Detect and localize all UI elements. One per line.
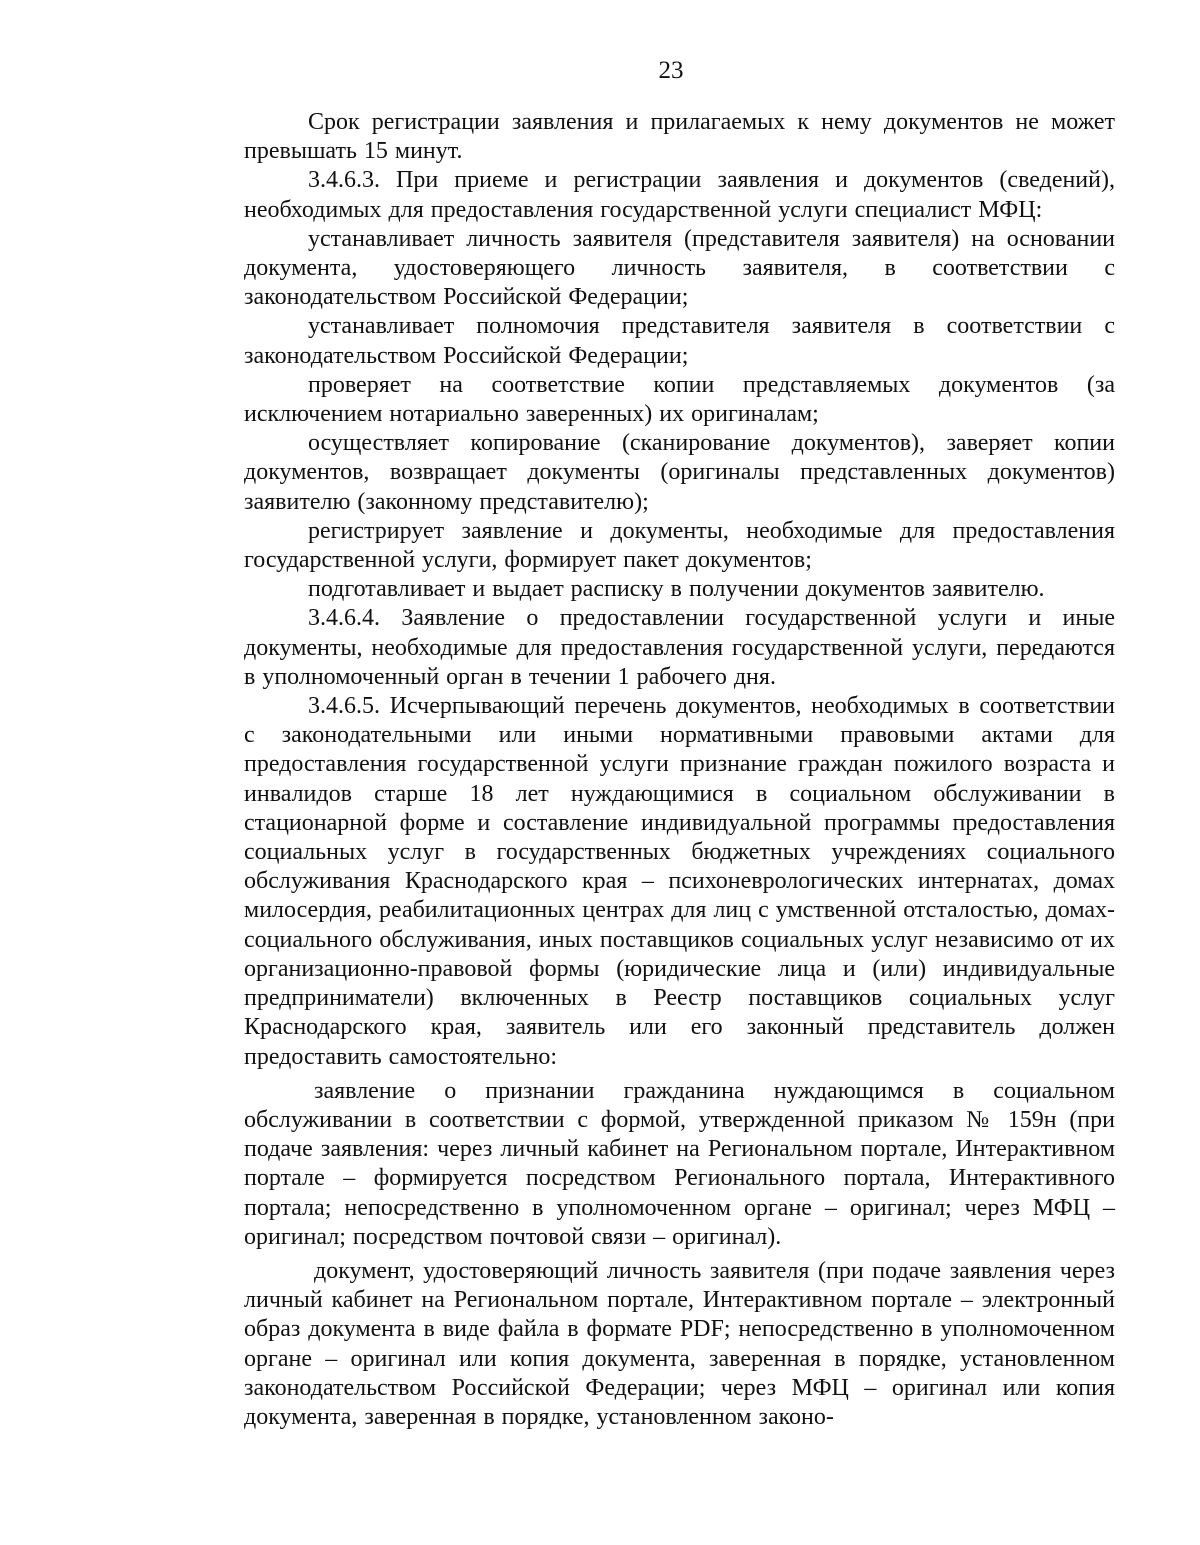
list-item-copy-verification: проверяет на соответствие копии представляемых документов (за исключением нотариально заверенных) их оригиналам; [244, 371, 1115, 428]
list-item-copying: осуществляет копирование (сканирование документов), заверяет копии документов, возвращает документы (оригиналы представленных документов) заявителю (законному представителю); [244, 430, 1115, 515]
paragraph-3-4-6-5: 3.4.6.5. Исчерпывающий перечень документов, необходимых в соответствии с законодательными или иными нормативными правовыми актами для предоставления государственной услуги признание граждан пожилого возраста и инвалидов старше 18 лет нуждающимися в социальном обслуживании в стационарной форме и составление индивидуальной программы предоставления социальных услуг в государственных бюджетных учреждениях социального обслуживания Краснодарского края – психоневрологических интернатах, домах милосердия, реабилитационных центрах для лиц с умственной отсталостью, домах-социального обслуживания, иных поставщиков социальных услуг независимо от их организационно-правовой формы (юридические лица и (или) индивидуальные предприниматели) включенных в Реестр поставщиков социальных услуг Краснодарского края, заявитель или его законный представитель должен предоставить самостоятельно: [244, 693, 1115, 1070]
paragraph-3-4-6-4: 3.4.6.4. Заявление о предоставлении государственной услуги и иные документы, необходимые для предоставления государственной услуги, передаются в уполномоченный орган в течении 1 рабочего дня. [244, 605, 1115, 690]
document-body [244, 108, 1115, 1432]
list-item-application: заявление о признании гражданина нуждающимся в социальном обслуживании в соответствии с формой, утвержденной приказом № 159н (при подаче заявления: через личный кабинет на Региональном портале, Интерактивном портале – формируется посредством Регионального портала, Интерактивного портала; непосредственно в уполномоченном органе – оригинал; через МФЦ – оригинал; посредством почтовой связи – оригинал). [244, 1077, 1115, 1250]
list-item-authority-check: устанавливает полномочия представителя заявителя в соответствии с законодательством Российской Федерации; [244, 313, 1115, 369]
list-item-identity-document: документ, удостоверяющий личность заявителя (при подаче заявления через личный кабинет на Региональном портале, Интерактивном портале – электронный образ документа в виде файла в формате PDF; непосредственно в уполномоченном органе – оригинал или копия документа, заверенная в порядке, установленном законодательством Российской Федерации; через МФЦ – оригинал или копия документа, заверенная в порядке, установленном законо- [244, 1257, 1115, 1430]
paragraph-3-4-6-3: 3.4.6.3. При приеме и регистрации заявления и документов (сведений), необходимых для предоставления государственной услуги специалист МФЦ: [244, 167, 1115, 223]
paragraph-registration-term: Срок регистрации заявления и прилагаемых к нему документов не может превышать 15 минут. [244, 109, 1115, 165]
page-number: 23 [658, 57, 684, 84]
list-item-identity-check: устанавливает личность заявителя (представителя заявителя) на основании документа, удостоверяющего личность заявителя, в соответствии с законодательством Российской Федерации; [244, 225, 1115, 311]
list-item-receipt: подготавливает и выдает расписку в получении документов заявителю. [308, 576, 1045, 603]
list-item-registration: регистрирует заявление и документы, необходимые для предоставления государственной услуги, формирует пакет документов; [244, 517, 1115, 574]
